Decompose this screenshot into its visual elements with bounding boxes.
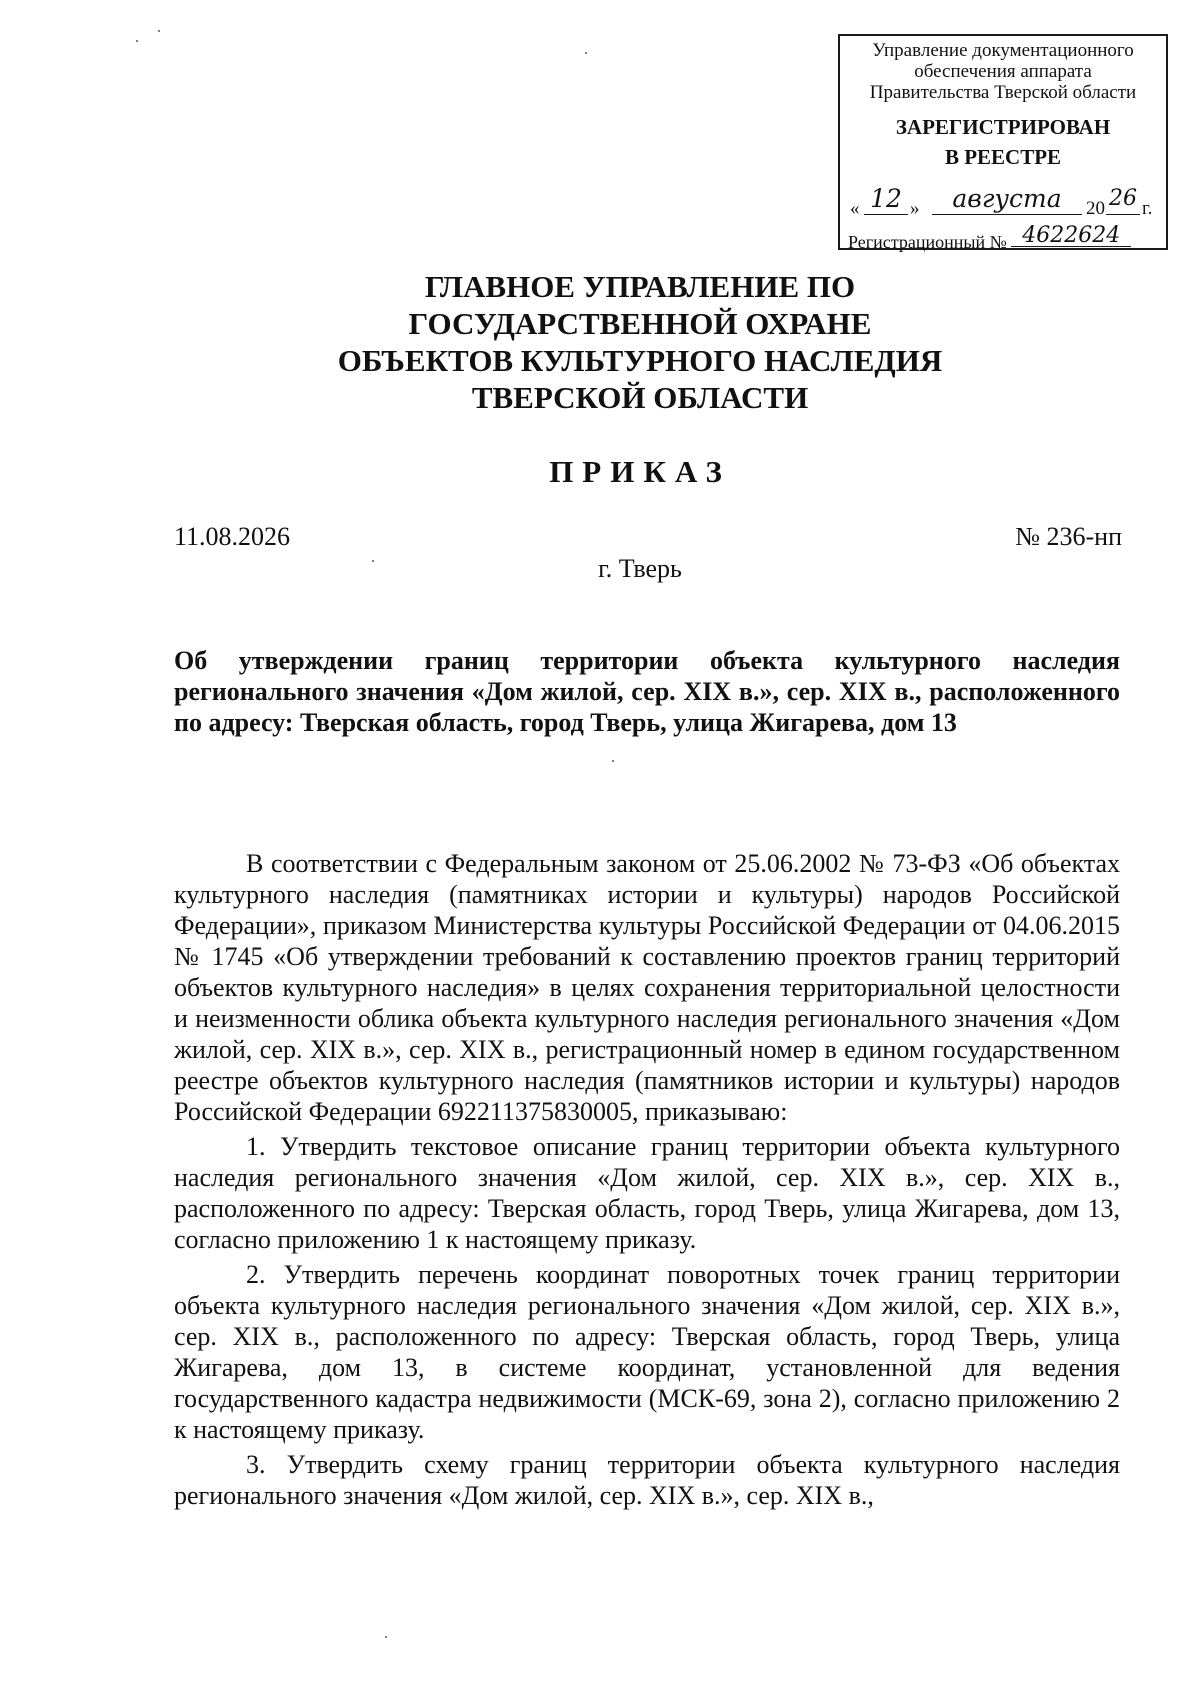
scan-speck (385, 1636, 387, 1638)
body-item-1: 1. Утвердить текстовое описание границ территории объекта культурного наследия регионального значения «Дом жилой, сер. XIX в.», сер. XIX в., расположенного по адресу: Тверская область, город Тверь, улица Жигарева, дом 13, согласно приложению 1 к настоящему приказу. (174, 1132, 1120, 1254)
scan-speck (136, 40, 138, 42)
body-item-2: 2. Утвердить перечень координат поворотных точек границ территории объекта культурного наследия регионального значения «Дом жилой, сер. XIX в.», сер. XIX в., расположенного по адресу: Тверская область, город Тверь, улица Жигарева, дом 13, в системе координат, установленной для ведения государственного кадастра недвижимости (МСК-69, зона 2), согласно приложению 2 к настоящему приказу. (174, 1260, 1120, 1444)
stamp-date-month-handwritten: августа (932, 184, 1082, 215)
stamp-line-2: обеспечения аппарата (914, 61, 1092, 82)
org-line-1: ГЛАВНОЕ УПРАВЛЕНИЕ ПО (424, 269, 856, 304)
stamp-registered-line-2: В РЕЕСТРЕ (944, 145, 1062, 169)
org-line-4: ТВЕРСКОЙ ОБЛАСТИ (471, 380, 809, 415)
scan-speck (612, 760, 614, 762)
stamp-date (848, 184, 1162, 218)
scan-speck (372, 560, 374, 562)
org-line-2: ГОСУДАРСТВЕННОЙ ОХРАНЕ (408, 306, 872, 341)
stamp-line-1: Управление документационного (872, 40, 1134, 61)
document-body (174, 848, 1120, 1515)
stamp-reg-label: Регистрационный № (848, 232, 1007, 252)
document-number: № 236-нп (1015, 522, 1122, 551)
organization-name (200, 268, 1080, 416)
stamp-date-open-quote: « (850, 198, 860, 219)
stamp-date-year-prefix: 20 (1086, 198, 1105, 219)
document-city: г. Тверь (598, 554, 682, 583)
scan-speck (585, 52, 587, 54)
document-type: ПРИКАЗ (549, 454, 731, 489)
body-item-3: 3. Утвердить схему границ территории объекта культурного наследия регионального значения «Дом жилой, сер. XIX в.», сер. XIX в., (174, 1450, 1120, 1510)
stamp-date-day-handwritten: 12 (864, 184, 908, 215)
body-preamble: В соответствии с Федеральным законом от 25.06.2002 № 73-ФЗ «Об объектах культурного наследия (памятниках истории и культуры) народов Российской Федерации», приказом Министерства культуры Российской Федерации от 04.06.2015 № 1745 «Об утверждении требований к составлению проектов границ территорий объектов культурного наследия» в целях сохранения территориальной целостности и неизменности облика объекта культурного наследия регионального значения «Дом жилой, сер. XIX в.», сер. XIX в., регистрационный номер в едином государственном реестре объектов культурного наследия (памятников истории и культуры) народов Российской Федерации 692211375830005, приказываю: (174, 849, 1120, 1126)
stamp-registered-line-1: ЗАРЕГИСТРИРОВАН (895, 115, 1111, 139)
scan-speck (158, 30, 160, 32)
org-line-3: ОБЪЕКТОВ КУЛЬТУРНОГО НАСЛЕДИЯ (337, 343, 943, 378)
stamp-date-year-handwritten: 26 (1106, 184, 1140, 215)
stamp-date-close-quote: » (910, 198, 920, 219)
stamp-date-year-mark: г. (1142, 198, 1153, 219)
stamp-registration-number (848, 223, 1164, 253)
document-date: 11.08.2026 (174, 522, 291, 551)
stamp-reg-number-handwritten: 4622624 (1011, 226, 1131, 247)
registration-stamp (838, 34, 1168, 250)
document-subject: Об утверждении границ территории объекта культурного наследия регионального значения «Дом жилой, сер. XIX в.», сер. XIX в., расположенного по адресу: Тверская область, город Тверь, улица Жигарева, дом 13 (174, 646, 1120, 737)
stamp-line-3: Правительства Тверской области (869, 82, 1137, 103)
